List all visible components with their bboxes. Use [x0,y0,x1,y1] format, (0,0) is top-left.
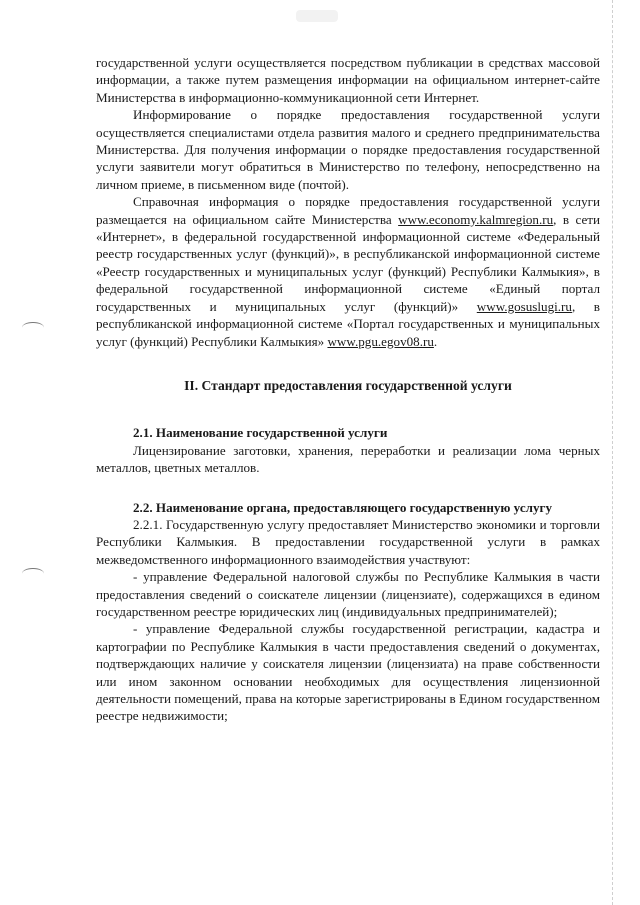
paragraph-reference-info [96,193,600,350]
link-gosuslugi[interactable]: www.gosuslugi.ru [476,298,572,314]
text-fragment: , в республиканской информационной системе «Портал государственных и муниципальных услуг (функций) Республики Калмыкия» [96,298,600,349]
paragraph-info-publication: государственной услуги осуществляется посредством публикации в средствах массовой информации, а также путем размещения информации на официальном интернет-сайте Министерства в информационно-коммуникационной сети Интернет. [96,55,600,105]
heading-2-2: 2.2. Наименование органа, предоставляющего государственную услугу [133,499,553,515]
paragraph-info-specialists: Информирование о порядке предоставления государственной услуги осуществляется специалистами отдела развития малого и среднего предпринимательства Министерства. Для получения информации о порядке предоставления государственной услуги заявители могут обратиться в Министерство по телефону, непосредственно на личном приеме, в письменном виде (почтой). [96,107,600,192]
binding-hole-mark [22,322,44,333]
list-item-fns: - управление Федеральной налоговой службы по Республике Калмыкия в части предоставления сведений о соискателе лицензии (лицензиате), содержащихся в едином государственном реестре юридических лиц (индивидуальных предпринимателей); [96,569,600,619]
paragraph-2-1-text: Лицензирование заготовки, хранения, переработки и реализации лома черных металлов, цветных металлов. [96,442,600,476]
scan-smudge [296,10,338,22]
list-item-rosreestr: - управление Федеральной службы государственной регистрации, кадастра и картографии по Республике Калмыкия в части предоставления сведений о документах, подтверждающих наличие у соискателя лицензии (лицензиата) на праве собственности или ином законном основании необходимых для осуществления лицензионной деятельности помещений, права на которые зарегистрированы в Едином государственном реестре недвижимости; [96,621,600,724]
text-fragment: Справочная информация о порядке предоставления государственной услуги размещается на официальном сайте Министерства [96,194,600,227]
link-pgu-egov08[interactable]: www.pgu.egov08.ru [327,333,434,349]
scan-edge-line [612,0,613,905]
binding-hole-mark [22,568,44,579]
text-fragment: . [433,333,438,349]
heading-2-1: 2.1. Наименование государственной услуги [133,425,388,441]
paragraph-2-2-1: 2.2.1. Государственную услугу предоставляет Министерство экономики и торговли Республики Калмыкия. В предоставлении государственной услуги в рамках межведомственного информационного взаимодействия участвуют: [96,516,600,567]
document-page [96,54,600,725]
spacer [96,477,600,499]
text-fragment: , в сети «Интернет», в федеральной государственной информационной системе «Федеральный реестр государственных услуг (функций)», в республиканской информационной системе «Реестр государственных и муниципальных услуг (функций) Республики Калмыкия», в федеральной государственной информационной системе «Единый портал государственных и муниципальных услуг (функций)» [96,211,600,314]
link-economy-site[interactable]: www.economy.kalmregion.ru [398,211,554,227]
section-title: II. Стандарт предоставления государственной услуги [184,377,512,393]
